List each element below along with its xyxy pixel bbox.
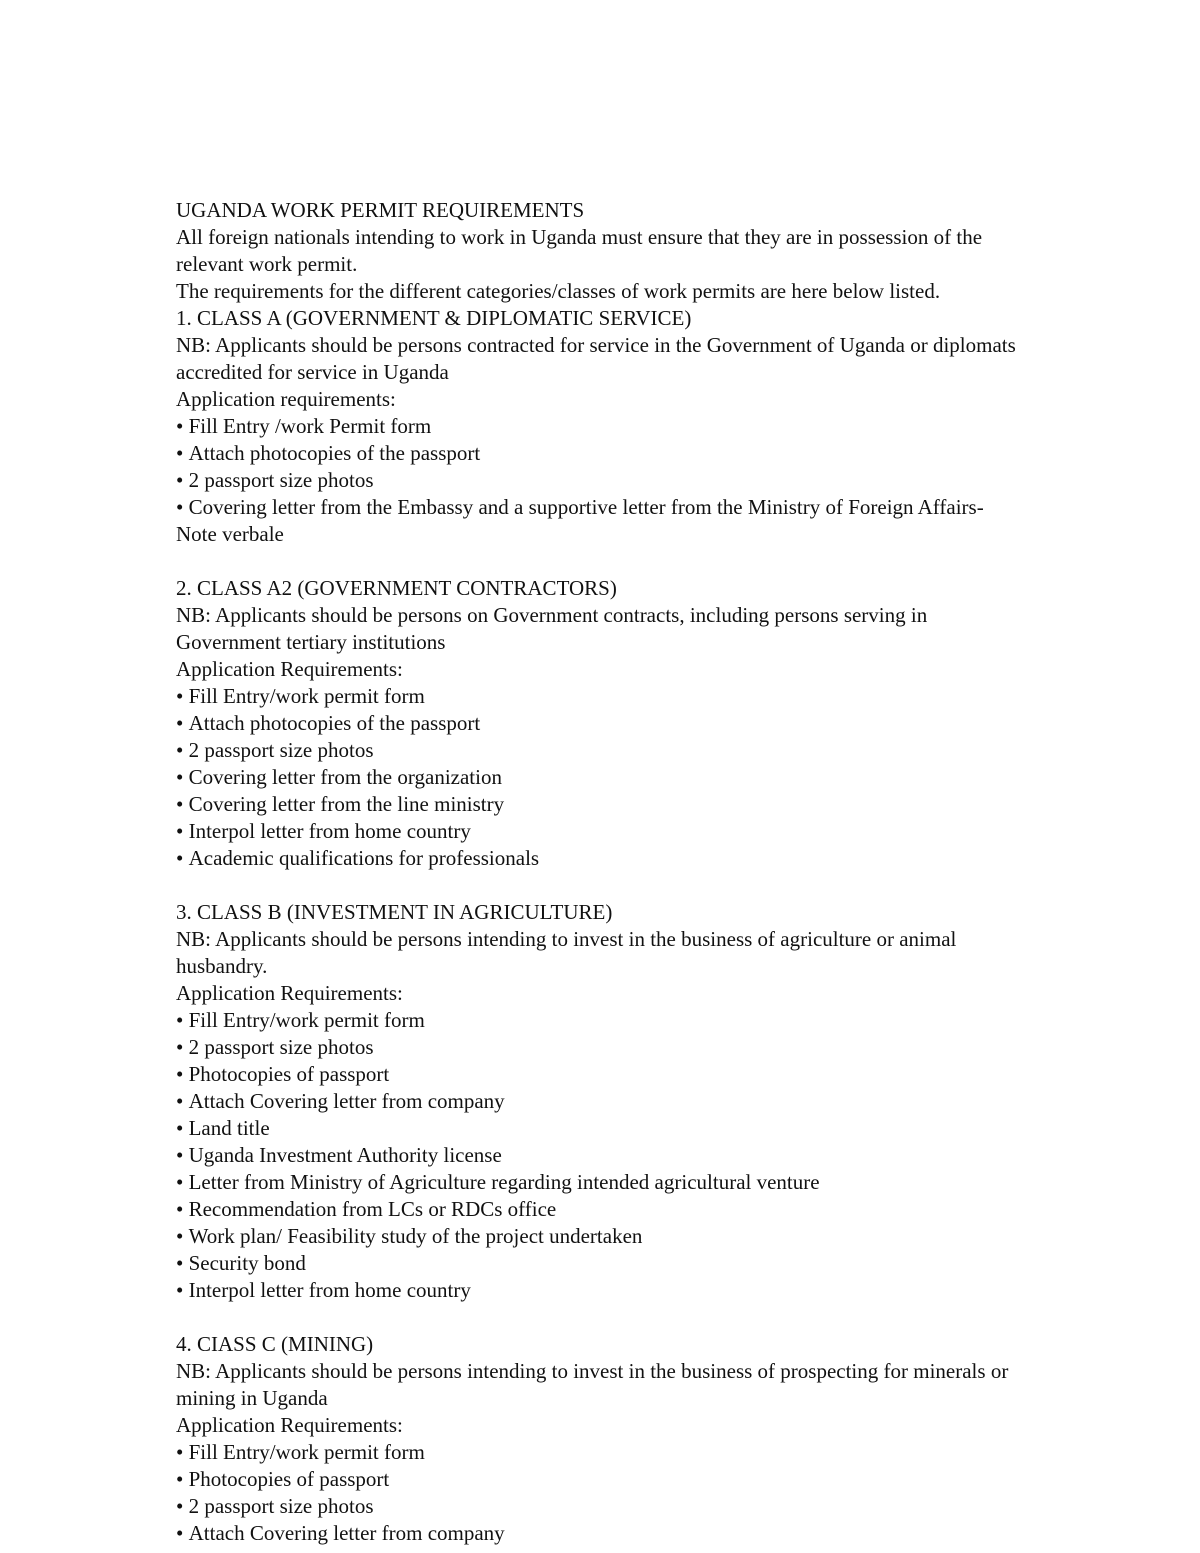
section-heading: 4. CIASS C (MINING) (176, 1332, 374, 1356)
intro-line: The requirements for the different categories/classes of work permits are here below listed. (176, 279, 941, 303)
section-nb: accredited for service in Uganda (176, 360, 449, 384)
requirement-item: • Security bond (176, 1250, 1136, 1277)
requirement-item: • Fill Entry/work permit form (176, 1007, 1136, 1034)
requirement-item: • Attach photocopies of the passport (176, 440, 1136, 467)
section-nb: NB: Applicants should be persons on Government contracts, including persons serving in (176, 603, 928, 627)
requirement-item: • Attach Covering letter from company (176, 1520, 1136, 1547)
requirement-item: • Covering letter from the Embassy and a supportive letter from the Ministry of Foreign Affairs- (176, 494, 1136, 521)
section-spacer (176, 872, 1136, 899)
requirements-label: Application Requirements: (176, 981, 403, 1005)
section-class-c (176, 1331, 1136, 1547)
requirement-item: • Academic qualifications for professionals (176, 845, 1136, 872)
section-nb: Government tertiary institutions (176, 630, 446, 654)
requirement-item: • Recommendation from LCs or RDCs office (176, 1196, 1136, 1223)
requirement-item: • Fill Entry/work permit form (176, 1439, 1136, 1466)
section-nb: husbandry. (176, 954, 268, 978)
requirement-item: • Covering letter from the line ministry (176, 791, 1136, 818)
requirement-item: • Covering letter from the organization (176, 764, 1136, 791)
section-class-b (176, 899, 1136, 1304)
requirement-item: • Photocopies of passport (176, 1466, 1136, 1493)
requirements-label: Application Requirements: (176, 657, 403, 681)
section-spacer (176, 1304, 1136, 1331)
section-heading: 1. CLASS A (GOVERNMENT & DIPLOMATIC SERVICE) (176, 306, 692, 330)
requirement-item: • 2 passport size photos (176, 1493, 1136, 1520)
requirement-item: • Attach photocopies of the passport (176, 710, 1136, 737)
requirement-item: • 2 passport size photos (176, 467, 1136, 494)
requirement-item: • Photocopies of passport (176, 1061, 1136, 1088)
section-class-a (176, 305, 1136, 548)
requirement-item: • Letter from Ministry of Agriculture regarding intended agricultural venture (176, 1169, 1136, 1196)
requirement-item: • Land title (176, 1115, 1136, 1142)
requirement-item: • Interpol letter from home country (176, 818, 1136, 845)
section-heading: 3. CLASS B (INVESTMENT IN AGRICULTURE) (176, 900, 613, 924)
requirement-item: • 2 passport size photos (176, 1034, 1136, 1061)
section-class-a2 (176, 575, 1136, 872)
document-page (176, 197, 1136, 1547)
requirement-item: • Attach Covering letter from company (176, 1088, 1136, 1115)
requirement-item: • Fill Entry /work Permit form (176, 413, 1136, 440)
section-spacer (176, 548, 1136, 575)
section-heading: 2. CLASS A2 (GOVERNMENT CONTRACTORS) (176, 576, 617, 600)
intro-line: All foreign nationals intending to work in Uganda must ensure that they are in possession of the (176, 225, 983, 249)
requirement-item: • Work plan/ Feasibility study of the project undertaken (176, 1223, 1136, 1250)
requirements-label: Application Requirements: (176, 1413, 403, 1437)
requirement-item: • Uganda Investment Authority license (176, 1142, 1136, 1169)
section-nb: NB: Applicants should be persons intending to invest in the business of prospecting for minerals or (176, 1359, 1009, 1383)
requirements-label: Application requirements: (176, 387, 396, 411)
requirement-item: • Interpol letter from home country (176, 1277, 1136, 1304)
requirement-item: • Fill Entry/work permit form (176, 683, 1136, 710)
section-nb: mining in Uganda (176, 1386, 328, 1410)
section-nb: NB: Applicants should be persons contracted for service in the Government of Uganda or diplomats (176, 333, 1016, 357)
requirement-item-continuation: Note verbale (176, 522, 284, 546)
requirement-item: • 2 passport size photos (176, 737, 1136, 764)
section-nb: NB: Applicants should be persons intending to invest in the business of agriculture or animal (176, 927, 957, 951)
intro-line: relevant work permit. (176, 252, 358, 276)
document-title: UGANDA WORK PERMIT REQUIREMENTS (176, 198, 585, 222)
